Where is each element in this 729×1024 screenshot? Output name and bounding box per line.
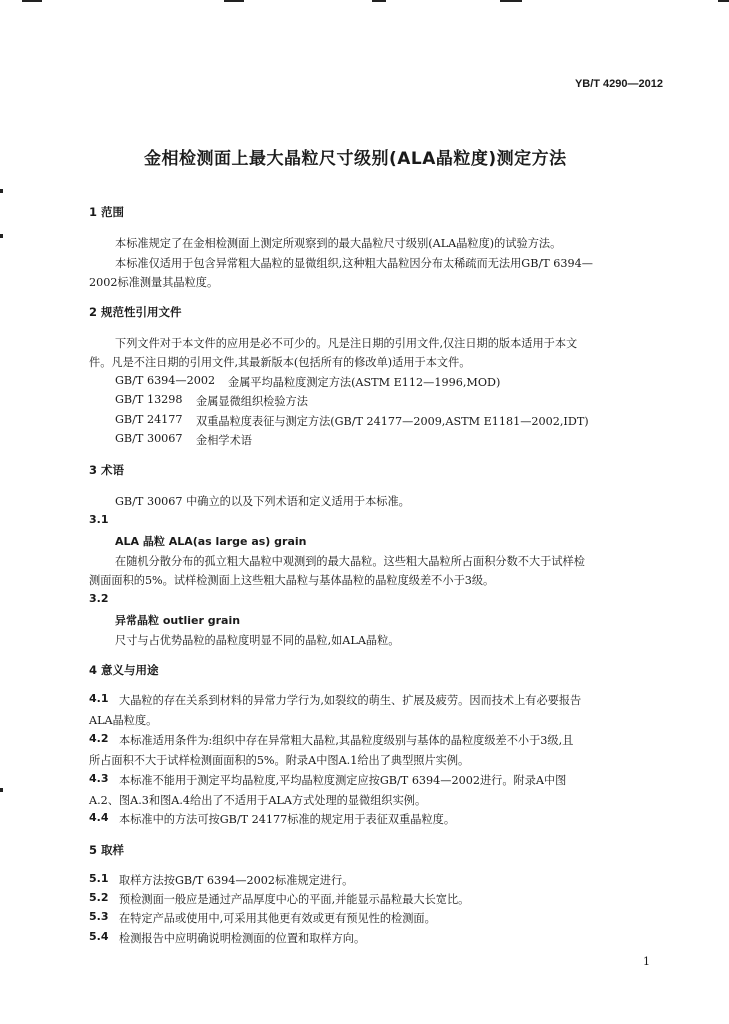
scan-mark-top-3 — [372, 0, 386, 2]
terms-intro: GB/T 30067 中确立的以及下列术语和定义适用于本标准。 — [115, 495, 410, 508]
scan-mark-top-4 — [500, 0, 522, 2]
section-heading-5: 5 取样 — [89, 843, 125, 857]
section-heading-2: 2 规范性引用文件 — [89, 305, 182, 319]
scan-mark-top-2 — [224, 0, 244, 2]
term-ala-grain: ALA 晶粒 ALA(as large as) grain — [115, 535, 307, 548]
scope-paragraph-2-line-2: 2002标准测量其晶粒度。 — [89, 276, 219, 289]
clause-number-4-1: 4.1 — [89, 692, 109, 705]
clause-4-1-line-2: ALA晶粒度。 — [89, 714, 158, 727]
clause-number-4-4: 4.4 — [89, 811, 109, 824]
clause-5-1-text: 取样方法按GB/T 6394—2002标准规定进行。 — [119, 874, 354, 887]
clause-4-2-line-1: 本标准适用条件为:组织中存在异常粗大晶粒,其晶粒度级别与基体的晶粒度级差不小于3级,且 — [119, 734, 574, 747]
section-heading-3: 3 术语 — [89, 463, 125, 477]
scan-mark-left-3 — [0, 788, 3, 792]
references-intro-line-1: 下列文件对于本文件的应用是必不可少的。凡是注日期的引用文件,仅注日期的版本适用于本文 — [115, 337, 578, 350]
term-number-3-1: 3.1 — [89, 513, 109, 526]
clause-4-2-line-2: 所占面积不大于试样检测面面积的5%。附录A中图A.1给出了典型照片实例。 — [89, 754, 470, 767]
clause-5-2-text: 预检测面一般应是通过产品厚度中心的平面,并能显示晶粒最大长宽比。 — [119, 893, 470, 906]
scan-mark-left-1 — [0, 189, 3, 193]
page-title: 金相检测面上最大晶粒尺寸级别(ALA晶粒度)测定方法 — [144, 149, 567, 169]
section-heading-4: 4 意义与用途 — [89, 663, 159, 677]
term-ala-definition-line-2: 测面面积的5%。试样检测面上这些粗大晶粒与基体晶粒的晶粒度级差不小于3级。 — [89, 574, 495, 587]
clause-number-5-3: 5.3 — [89, 910, 109, 923]
reference-code: GB/T 13298 — [115, 393, 183, 406]
page-number: 1 — [643, 955, 650, 968]
references-intro-line-2: 件。凡是不注日期的引用文件,其最新版本(包括所有的修改单)适用于本文件。 — [89, 356, 471, 369]
scan-mark-top-5 — [718, 0, 729, 2]
term-number-3-2: 3.2 — [89, 592, 109, 605]
clause-5-4-text: 检测报告中应明确说明检测面的位置和取样方向。 — [119, 932, 366, 945]
clause-number-5-1: 5.1 — [89, 872, 109, 885]
clause-4-3-line-1: 本标准不能用于测定平均晶粒度,平均晶粒度测定应按GB/T 6394—2002进行。附录A中图 — [119, 774, 567, 787]
reference-title: 双重晶粒度表征与测定方法(GB/T 24177—2009,ASTM E1181—2002,IDT) — [196, 415, 589, 428]
standard-number: YB/T 4290—2012 — [574, 78, 663, 90]
reference-title: 金相学术语 — [196, 434, 252, 447]
reference-title: 金属平均晶粒度测定方法(ASTM E112—1996,MOD) — [228, 376, 501, 389]
clause-number-4-3: 4.3 — [89, 772, 109, 785]
clause-number-5-2: 5.2 — [89, 891, 109, 904]
term-outlier-grain: 异常晶粒 outlier grain — [115, 614, 241, 627]
scan-mark-left-2 — [0, 234, 3, 238]
term-outlier-definition: 尺寸与占优势晶粒的晶粒度明显不同的晶粒,如ALA晶粒。 — [115, 634, 400, 647]
section-heading-1: 1 范围 — [89, 205, 125, 219]
clause-4-1-line-1: 大晶粒的存在关系到材料的异常力学行为,如裂纹的萌生、扩展及疲劳。因而技术上有必要报告 — [119, 694, 582, 707]
reference-code: GB/T 24177 — [115, 413, 183, 426]
clause-4-4-line-1: 本标准中的方法可按GB/T 24177标准的规定用于表征双重晶粒度。 — [119, 813, 456, 826]
scope-paragraph-2-line-1: 本标准仅适用于包含异常粗大晶粒的显微组织,这种粗大晶粒因分布太稀疏而无法用GB/T 6394— — [115, 257, 593, 270]
scan-mark-top-1 — [22, 0, 42, 2]
clause-5-3-text: 在特定产品或使用中,可采用其他更有效或更有预见性的检测面。 — [119, 912, 436, 925]
reference-code: GB/T 6394—2002 — [115, 374, 216, 387]
scope-paragraph-1: 本标准规定了在金相检测面上测定所观察到的最大晶粒尺寸级别(ALA晶粒度)的试验方法。 — [115, 237, 562, 250]
clause-number-4-2: 4.2 — [89, 732, 109, 745]
clause-number-5-4: 5.4 — [89, 930, 109, 943]
reference-title: 金属显微组织检验方法 — [196, 395, 308, 408]
clause-4-3-line-2: A.2、图A.3和图A.4给出了不适用于ALA方式处理的显微组织实例。 — [89, 794, 427, 807]
term-ala-definition-line-1: 在随机分散分布的孤立粗大晶粒中观测到的最大晶粒。这些粗大晶粒所占面积分数不大于试样检 — [115, 555, 585, 568]
reference-code: GB/T 30067 — [115, 432, 183, 445]
